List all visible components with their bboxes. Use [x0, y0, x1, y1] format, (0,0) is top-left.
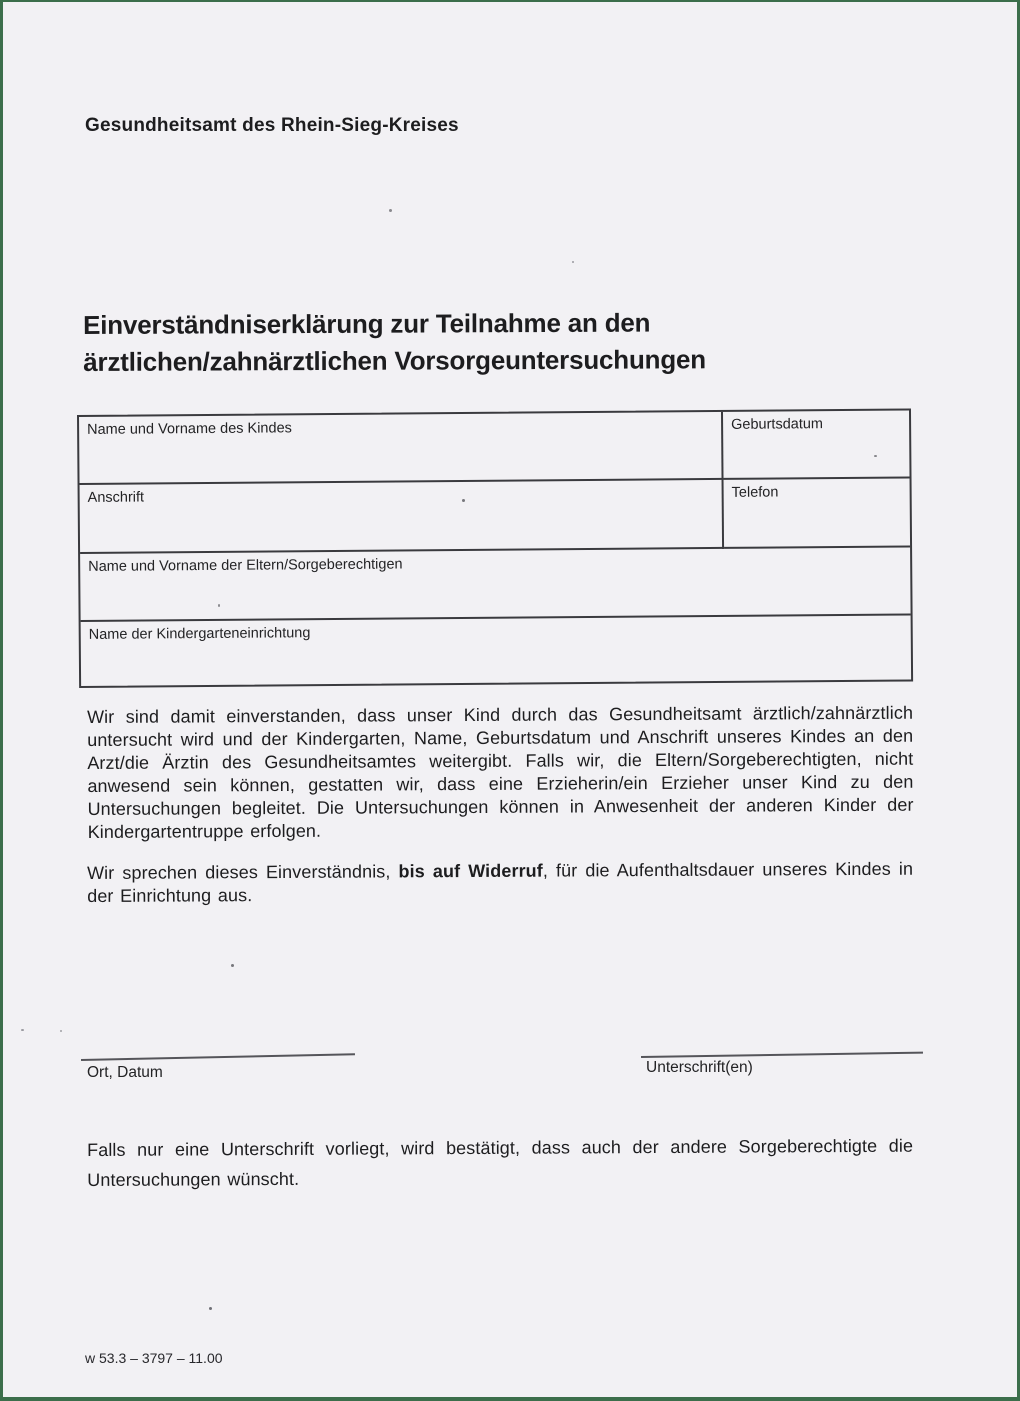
scan-speck	[874, 455, 877, 457]
field-parents-name-label: Name und Vorname der Eltern/Sorgeberechtigen	[88, 556, 403, 575]
field-phone	[724, 478, 911, 548]
consent-paragraph: Wir sind damit einverstanden, dass unser Kind durch das Gesundheitsamt ärztlich/zahnärztlich untersucht wird und der Kindergarten, Name, Geburtsdatum und Anschrift unseres Kindes an den Arzt/die Ärztin des Gesundheitsamtes weitergibt. Falls wir, die Eltern/Sorgeberechtigten, nicht anwesend sein können, gestatten wir, dass eine Erzieherin/ein Erzieher unser Kind zu den Untersuchungen begleitet. Die Untersuchungen können in Anwesenheit der anderen Kinder der Kindergartentruppe erfolgen.	[87, 702, 914, 842]
field-parents-name	[80, 547, 911, 622]
scanned-page	[3, 2, 1017, 1397]
document-title	[83, 304, 706, 381]
place-date-label: Ort, Datum	[87, 1064, 163, 1081]
field-child-name-label: Name und Vorname des Kindes	[87, 420, 292, 438]
scan-speck	[209, 1307, 212, 1310]
document-title-line2: ärztlichen/zahnärztlichen Vorsorgeuntersuchungen	[83, 344, 707, 377]
scan-speck	[60, 1030, 62, 1032]
revocation-text-bold: bis auf Widerruf	[398, 860, 543, 882]
signatures-line	[641, 1052, 923, 1058]
signatures-label: Unterschrift(en)	[646, 1059, 753, 1076]
revocation-paragraph	[87, 858, 913, 908]
field-birth-date-label: Geburtsdatum	[731, 416, 824, 433]
revocation-text-post: , für die Aufenthaltsdauer unseres Kindes in der Einrichtung aus.	[87, 858, 914, 906]
scan-speck	[389, 209, 392, 212]
place-date-signature-line	[81, 1053, 355, 1061]
field-child-name	[79, 412, 724, 485]
field-kindergarten-name	[81, 615, 912, 690]
field-birth-date	[723, 410, 910, 479]
field-kindergarten-name-label: Name der Kindergarteneinrichtung	[88, 625, 311, 643]
field-address-label: Anschrift	[87, 489, 145, 506]
single-signature-note: Falls nur eine Unterschrift vorliegt, wird bestätigt, dass auch der andere Sorgeberechtigte die Untersuchungen wünscht.	[87, 1135, 914, 1190]
field-phone-label: Telefon	[731, 484, 779, 501]
form-number: w 53.3 – 3797 – 11.00	[85, 1350, 223, 1366]
field-address	[80, 480, 725, 554]
document-title-line1: Einverständniserklärung zur Teilnahme an den	[83, 307, 651, 340]
scan-speck	[218, 604, 220, 607]
issuing-authority-header: Gesundheitsamt des Rhein-Sieg-Kreises	[85, 115, 459, 136]
revocation-text-pre: Wir sprechen dieses Einverständnis,	[87, 861, 399, 883]
scan-speck	[572, 261, 574, 263]
scan-speck	[231, 964, 234, 967]
scan-speck	[462, 499, 465, 502]
applicant-data-table	[77, 408, 913, 688]
scan-speck	[21, 1029, 24, 1031]
